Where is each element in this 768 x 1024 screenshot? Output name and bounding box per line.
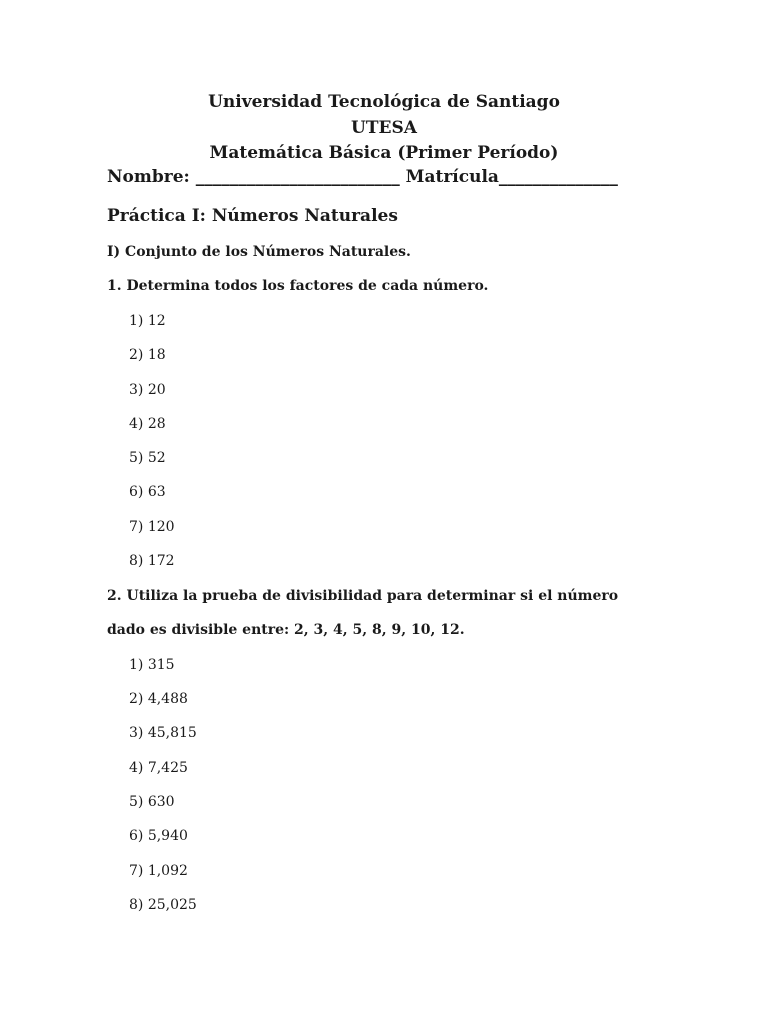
exercise-1-item: 1) 12 xyxy=(129,313,166,329)
exercise-1-item: 6) 63 xyxy=(129,484,166,500)
exercise-2-item: 3) 45,815 xyxy=(129,725,197,741)
course-title: Matemática Básica (Primer Período) xyxy=(209,143,559,163)
exercise-1-item: 4) 28 xyxy=(129,416,166,432)
exercise-2-instruction-line-2: dado es divisible entre: 2, 3, 4, 5, 8, 9, 10, 12. xyxy=(107,622,465,638)
exercise-1-item: 3) 20 xyxy=(129,382,166,398)
exercise-2-item: 1) 315 xyxy=(129,657,175,673)
exercise-2-item: 8) 25,025 xyxy=(129,897,197,913)
section-title: I) Conjunto de los Números Naturales. xyxy=(107,244,411,260)
exercise-1-item: 7) 120 xyxy=(129,519,175,535)
exercise-1-item: 5) 52 xyxy=(129,450,166,466)
exercise-2-item: 4) 7,425 xyxy=(129,760,188,776)
exercise-2-item: 5) 630 xyxy=(129,794,175,810)
exercise-2-instruction-line-1: 2. Utiliza la prueba de divisibilidad para determinar si el número xyxy=(107,588,619,604)
exercise-1-instruction: 1. Determina todos los factores de cada número. xyxy=(107,278,489,294)
exercise-2-item: 6) 5,940 xyxy=(129,828,188,844)
exercise-1-item: 2) 18 xyxy=(129,347,166,363)
exercise-1-item: 8) 172 xyxy=(129,553,175,569)
exercise-2-item: 7) 1,092 xyxy=(129,863,188,879)
university-name: Universidad Tecnológica de Santiago xyxy=(208,92,560,112)
student-name-matricula-line: Nombre: ________________________ Matrícula______________ xyxy=(107,167,618,187)
practice-title: Práctica I: Números Naturales xyxy=(107,206,398,226)
exercise-2-item: 2) 4,488 xyxy=(129,691,188,707)
university-acronym: UTESA xyxy=(351,118,417,138)
